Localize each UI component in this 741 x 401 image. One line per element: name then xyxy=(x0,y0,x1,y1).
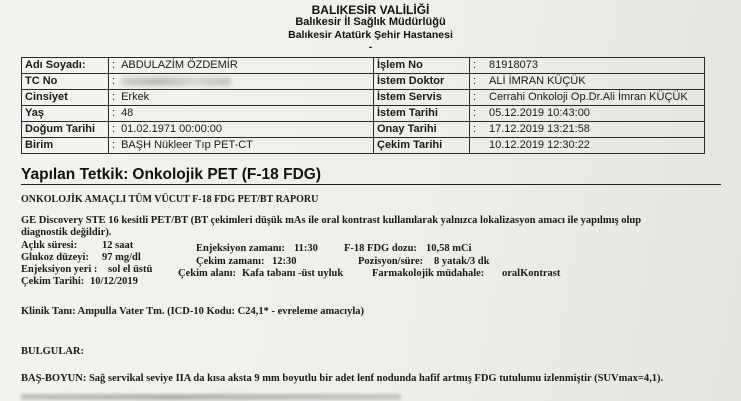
scan-date-label: Çekim Tarihi: xyxy=(21,276,85,287)
info-right-value xyxy=(470,58,705,74)
header-health-directorate: Balıkesir İl Sağlık Müdürlüğü xyxy=(295,16,446,28)
info-value-text: 48 xyxy=(121,107,134,119)
info-colon: : xyxy=(112,139,116,151)
info-colon: : xyxy=(473,107,477,119)
info-colon: : xyxy=(112,75,116,87)
info-row xyxy=(22,138,705,154)
info-colon: : xyxy=(112,59,116,71)
info-value-text: 81918073 xyxy=(489,59,538,71)
position-value: 8 yatak/3 dk xyxy=(434,256,490,267)
info-left-value xyxy=(109,74,374,90)
test-value: Onkolojik PET (F-18 FDG) xyxy=(132,166,321,183)
injection-time-label: Enjeksiyon zamanı: xyxy=(196,243,285,254)
info-row xyxy=(22,74,705,90)
scan-time-label: Çekim zamanı: xyxy=(196,256,265,267)
header-dash: - xyxy=(368,42,373,53)
header-governorship: BALIKESİR VALİLİĞİ xyxy=(311,3,430,17)
info-row xyxy=(22,58,705,74)
fasting-value: 12 saat xyxy=(102,240,134,251)
info-right-value xyxy=(470,106,705,122)
info-value-text: 01.02.1971 00:00:00 xyxy=(121,123,222,135)
scan-date-value: 10/12/2019 xyxy=(90,276,138,287)
clinical-diagnosis: Klinik Tanı: Ampulla Vater Tm. (ICD-10 Kodu: C24,1* - evreleme amacıyla) xyxy=(21,306,365,317)
info-right-value xyxy=(470,138,705,154)
info-row xyxy=(22,122,705,138)
info-colon: : xyxy=(112,107,116,119)
scan-area-value: Kafa tabanı -üst uyluk xyxy=(242,268,344,279)
injection-site-label: Enjeksiyon yeri : xyxy=(21,264,98,275)
findings-title: BULGULAR: xyxy=(21,346,85,357)
info-left-label: Adı Soyadı: xyxy=(22,58,109,74)
injection-site-value: sol el üstü xyxy=(108,264,153,275)
header-hospital: Balıkesir Atatürk Şehir Hastanesi xyxy=(288,29,453,41)
info-right-value xyxy=(470,122,705,138)
position-label: Pozisyon/süre: xyxy=(358,256,424,267)
info-left-value xyxy=(109,122,374,138)
info-left-value xyxy=(109,58,374,74)
info-right-value xyxy=(470,74,705,90)
info-value-text: Erkek xyxy=(121,91,150,103)
dose-value: 10,58 mCi xyxy=(426,243,472,254)
info-left-label: Cinsiyet xyxy=(22,90,109,106)
info-right-label: İstem Tarihi xyxy=(374,106,470,122)
divider-line xyxy=(21,184,721,185)
head-neck-text: Sağ servikal seviye IIA da kısa aksta 9 mm boyutlu bir adet lenf nodunda hafif artmış FDG tutulumu izlenmiştir (SUVmax=4,1). xyxy=(88,373,664,384)
pharm-value: oralKontrast xyxy=(502,268,561,279)
info-right-label: İşlem No xyxy=(374,58,470,74)
cutoff-text-line xyxy=(21,394,401,400)
info-right-value xyxy=(470,90,705,106)
info-value-text: Cerrahi Onkoloji Op.Dr.Ali İmran KÜÇÜK xyxy=(489,91,688,103)
device-line-2: diagnostik değildir). xyxy=(21,227,112,238)
info-row xyxy=(22,90,705,106)
info-value-text: BAŞH Nükleer Tıp PET-CT xyxy=(121,139,253,151)
injection-time-value: 11:30 xyxy=(294,243,318,254)
info-left-label: TC No xyxy=(22,74,109,90)
pharm-label: Farmakolojik müdahale: xyxy=(372,268,485,279)
head-neck-label: BAŞ-BOYUN: xyxy=(21,373,87,384)
info-colon: : xyxy=(473,59,477,71)
info-left-value xyxy=(109,138,374,154)
info-left-label: Birim xyxy=(22,138,109,154)
redacted-tc-number xyxy=(121,77,231,86)
head-neck-finding xyxy=(21,373,663,384)
device-line-1: GE Discovery STE 16 kesitli PET/BT (BT çekimleri düşük mAs ile oral kontrast kullanılarak yalnızca lokalizasyon amacı ile yapılmış olup xyxy=(21,215,642,226)
info-colon: : xyxy=(112,123,116,135)
info-value-text: 10.12.2019 12:30:22 xyxy=(489,139,590,151)
test-label: Yapılan Tetkik: xyxy=(21,166,129,183)
info-left-value xyxy=(109,90,374,106)
fasting-label: Açlık süresi: xyxy=(21,240,78,251)
info-left-label: Doğum Tarihi xyxy=(22,122,109,138)
info-right-label: İstem Doktor xyxy=(374,74,470,90)
patient-info-table xyxy=(21,57,705,154)
info-value-text: ALİ İMRAN KÜÇÜK xyxy=(489,75,586,87)
info-colon: : xyxy=(112,91,116,103)
scan-time-value: 12:30 xyxy=(272,256,297,267)
info-colon: : xyxy=(473,75,477,87)
report-title: ONKOLOJİK AMAÇLI TÜM VÜCUT F-18 FDG PET/BT RAPORU xyxy=(21,194,319,205)
info-colon: : xyxy=(473,123,477,135)
glucose-label: Glukoz düzeyi: xyxy=(21,252,89,263)
info-row xyxy=(22,106,705,122)
info-right-label: Çekim Tarihi xyxy=(374,138,470,154)
info-left-label: Yaş xyxy=(22,106,109,122)
info-value-text: 17.12.2019 13:21:58 xyxy=(489,123,590,135)
info-left-value xyxy=(109,106,374,122)
info-right-label: İstem Servis xyxy=(374,90,470,106)
glucose-value: 97 mg/dl xyxy=(102,252,141,263)
info-value-text: 05.12.2019 10:43:00 xyxy=(489,107,590,119)
dose-label: F-18 FDG dozu: xyxy=(344,243,417,254)
test-performed xyxy=(21,166,325,184)
info-value-text: ABDULAZİM ÖZDEMİR xyxy=(121,59,238,71)
scan-area-label: Çekim alanı: xyxy=(178,268,237,279)
info-colon: : xyxy=(473,91,477,103)
info-right-label: Onay Tarihi xyxy=(374,122,470,138)
